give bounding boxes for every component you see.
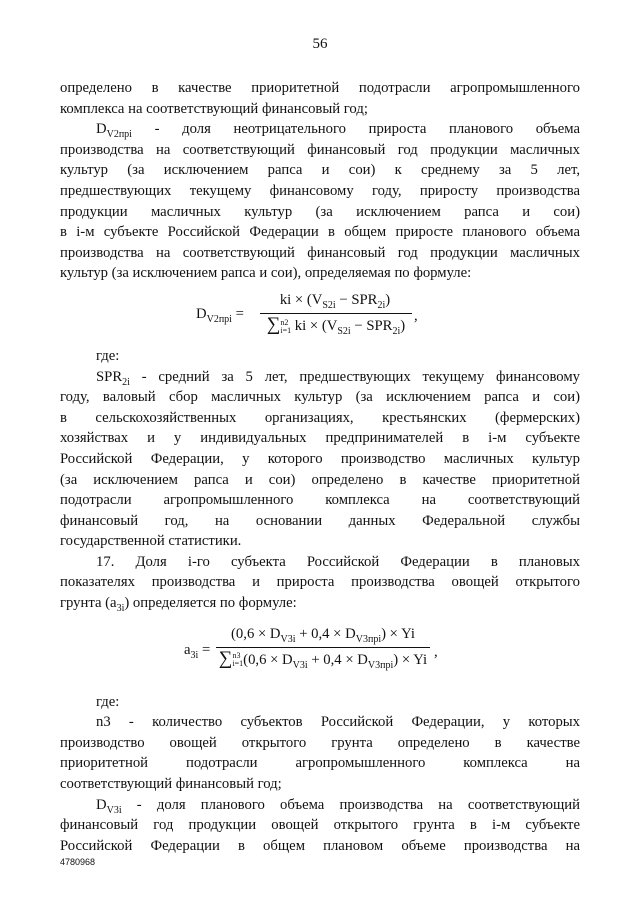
text-line: показателях производства и прироста производства овощей открытого — [60, 574, 580, 591]
formula1-numerator: ki × $(V_{S2i} - SPR_{2i})$ — [279, 291, 391, 311]
dv3-subscript: V3i — [106, 804, 122, 816]
text-line: продукции масличных культур (за исключением рапса и сои) — [60, 203, 580, 220]
definition-dv3-line: $D_{V3i}$ - доля планового объема производства на соответствующий — [96, 796, 580, 816]
dv2-symbol: D — [96, 121, 107, 138]
text-line: производства на соответствующий финансовый год продукции масличных — [60, 141, 580, 158]
text-line: году, валовый сбор масличных культур (за исключением рапса и сои) — [60, 389, 580, 406]
text-line: приоритетной подотрасли агропромышленного комплекса на — [60, 755, 580, 772]
text-line: производства на соответствующий финансовый год продукции масличных — [60, 244, 580, 261]
text-line: n3 - количество субъектов Российской Федерации, у которых — [96, 714, 580, 731]
formula1-denominator: ∑n2 i=1 ki × $(V_{S2i} - SPR_{2i})$ — [266, 313, 406, 337]
text-line: подотрасли агропромышленного комплекса на соответствующий — [60, 492, 580, 509]
text-line: (за исключением рапса и сои) определено в качестве приоритетной — [60, 471, 580, 488]
document-body — [60, 78, 580, 856]
text-line: Российской Федерации, у которого производство масличных культур — [60, 450, 580, 467]
spr-subscript: 2i — [122, 376, 130, 388]
text-line: производство овощей открытого грунта определено в качестве — [60, 734, 580, 751]
formula-a3i — [60, 614, 580, 684]
fraction-bar — [260, 313, 412, 314]
formula2-lhs: $a_{3i}$ = — [184, 641, 211, 661]
page-number: 56 — [312, 36, 328, 52]
text-line: культур (за исключением рапса и сои), определяемая по формуле: — [60, 265, 472, 282]
formula1-lhs: $D_{V2прi}$ = — [196, 305, 244, 325]
text-line: хозяйствах и у индивидуальных предпринимателей в i-м субъекте — [60, 430, 580, 447]
text-line: предшествующих текущему финансовому году, приросту производства — [60, 182, 580, 199]
formula1-comma: , — [414, 307, 418, 324]
text-line: комплекса на соответствующий финансовый год; — [60, 100, 368, 117]
spr-symbol: SPR — [96, 368, 123, 385]
definition-spr-line: $SPR_{2i}$ - средний за 5 лет, предшествующих текущему финансовому — [96, 368, 580, 388]
formula2-numerator: $(0,6 \times D_{V3i} + 0,4 \times D_{V3прi}) \times Yi$ — [231, 625, 415, 645]
text-line: финансовый год продукции овощей открытого грунта в i-м субъекте — [60, 817, 580, 834]
text-line: определено в качестве приоритетной подотрасли агропромышленного — [60, 80, 580, 96]
document-code: 4780968 — [60, 857, 96, 867]
definition-dv2-line — [60, 119, 580, 140]
dv2-subscript: V2прi — [106, 129, 132, 141]
dv2-text: - доля неотрицательного прироста планового объема — [131, 121, 580, 138]
fraction-bar — [216, 647, 430, 648]
text-line: государственной статистики. — [60, 533, 242, 550]
formula2-denominator: ∑n3 $i=1(0,6 \times D_{V3i} + 0,4 \times D_{V3прi}) \times Yi$ — [218, 647, 428, 671]
text-line: Российской Федерации в общем плановом объеме производства на — [60, 837, 580, 854]
text-line: грунта $(a_{3i})$ определяется по формуле: — [60, 595, 297, 614]
formula2-comma: , — [434, 643, 438, 660]
text-line: в i-м субъекте Российской Федерации в общем приросте планового объема — [60, 224, 580, 241]
text-line: финансовый год, на основании данных Федеральной службы — [60, 512, 580, 529]
text-line: 17. Доля i-го субъекта Российской Федерации в плановых — [96, 553, 580, 570]
dv3-symbol: D — [96, 796, 107, 813]
text-line: в сельскохозяйственных организациях, крестьянских (фермерских) — [60, 409, 580, 426]
text-line: соответствующий финансовый год; — [60, 776, 282, 793]
where-label: где: — [96, 693, 120, 710]
text-line: культур (за исключением рапса и сои) к среднему за 5 лет, — [60, 162, 580, 179]
formula-dv2 — [60, 284, 580, 346]
where-label: где: — [96, 347, 120, 364]
